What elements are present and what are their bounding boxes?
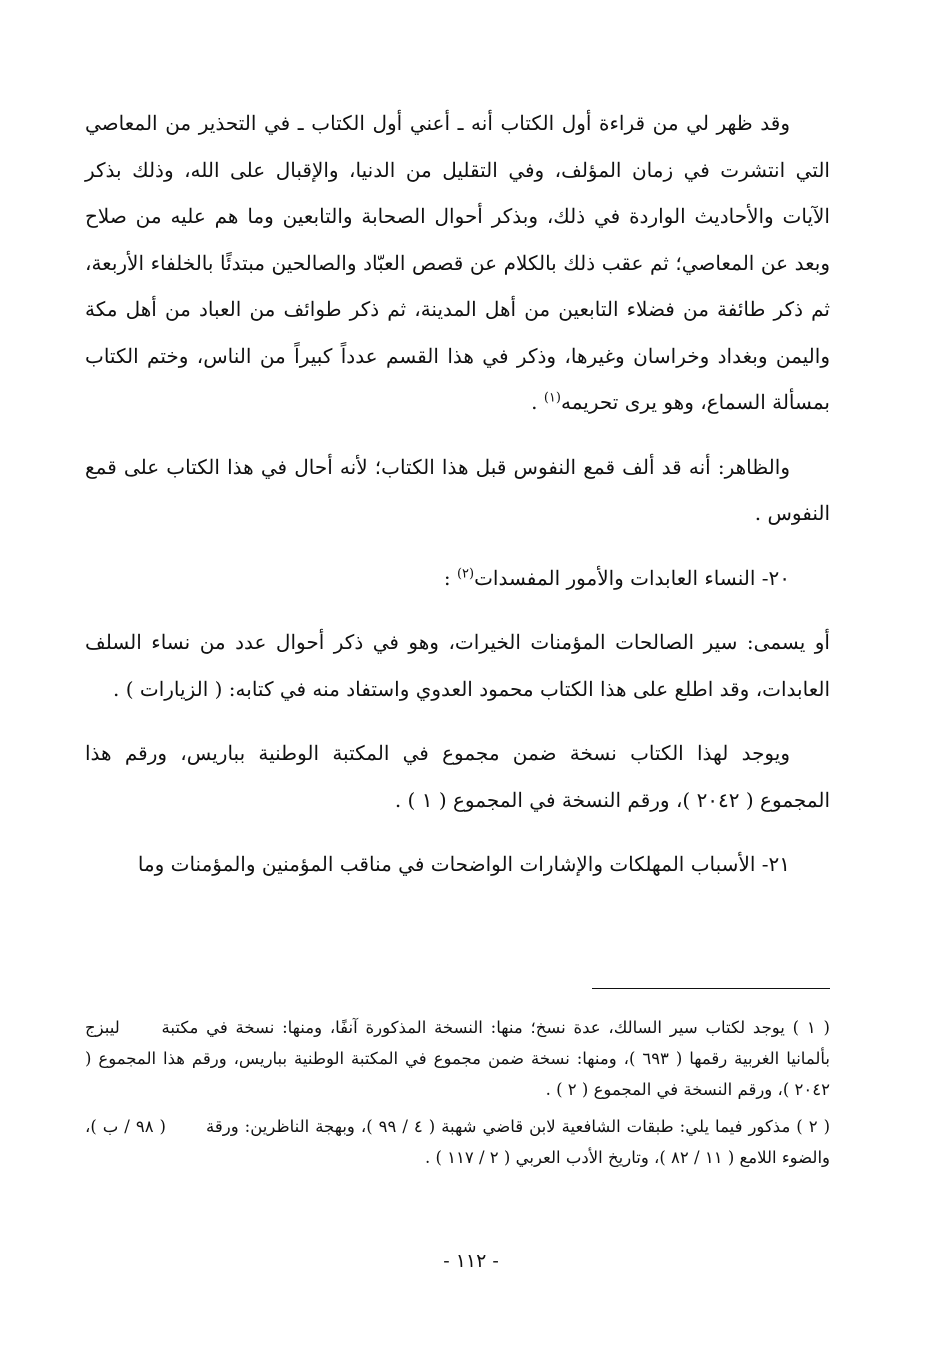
paragraph-manuscript xyxy=(85,730,830,823)
paragraph-alt-title xyxy=(85,619,830,712)
page-number: - ١١٢ - xyxy=(443,1250,499,1272)
footnote-ref-2[interactable]: (٢) xyxy=(456,565,475,581)
footnote-separator xyxy=(592,988,830,989)
footnote-continuation: ( ٩٨ / ب )، والضوء اللامع ( ١١ / ٨٢ )، وتاريخ الأدب العربي ( ٢ / ١١٧ ) . xyxy=(85,1117,830,1167)
section-heading-20 xyxy=(85,555,830,602)
paragraph-end: . xyxy=(531,390,544,414)
footnote-1 xyxy=(85,1012,830,1105)
paragraph-text: ويوجد لهذا الكتاب نسخة ضمن مجموع في المكتبة الوطنية بباريس، ورقم هذا المجموع ( ٢٠٤٢ )، ورقم النسخة في المجموع ( ١ ) . xyxy=(85,741,830,812)
heading-end: : xyxy=(443,565,457,590)
paragraph-text: والظاهر: أنه قد ألف قمع النفوس قبل هذا الكتاب؛ لأنه أحال في هذا الكتاب على قمع النفوس . xyxy=(85,454,830,525)
footnote-ref-1[interactable]: (١) xyxy=(543,390,561,406)
footnote-continuation: ليبزج بألمانيا الغربية رقمها ( ٦٩٣ )، ومنها: نسخة ضمن مجموع في المكتبة الوطنية بباريس، ورقم هذا المجموع ( ٢٠٤٢ )، ورقم النسخة في المجموع ( ٢ ) . xyxy=(85,1018,831,1099)
footnotes xyxy=(85,1012,830,1173)
footnote-2 xyxy=(85,1111,830,1173)
footnote-text: ( ٢ ) مذكور فيما يلي: طبقات الشافعية لابن قاضي شهبة ( ٤ / ٩٩ )، وبهجة الناظرين: ورقة xyxy=(206,1117,831,1136)
heading-text: ٢١- الأسباب المهلكات والإشارات الواضحات في مناقب المؤمنين والمؤمنات وما xyxy=(137,852,790,876)
paragraph-text: وقد ظهر لي من قراءة أول الكتاب أنه ـ أعني أول الكتاب ـ في التحذير من المعاصي التي انتشرت في زمان المؤلف، وفي التقليل من الدنيا، والإقبال على الله، وذلك بذكر الآيات والأحاديث الواردة في ذلك، وبذكر أحوال الصحابة والتابعين وما هم عليه من صلاح وبعد عن المعاصي؛ ثم عقب ذلك بالكلام عن قصص العبّاد والصالحين مبتدئًا بالخلفاء الأربعة، ثم ذكر طائفة من فضلاء التابعين من أهل المدينة، ثم ذكر طوائف من العباد من أهل مكة واليمن وبغداد وخراسان وغيرها، وذكر في هذا القسم عدداً كبيراً من الناس، وختم الكتاب بمسألة السماع، وهو يرى تحريمه xyxy=(85,111,830,414)
heading-text: ٢٠- النساء العابدات والأمور المفسدات xyxy=(474,565,790,590)
paragraph-book-description xyxy=(85,100,830,426)
section-heading-21 xyxy=(85,841,830,888)
paragraph-text: أو يسمى: سير الصالحات المؤمنات الخيرات، وهو في ذكر أحوال عدد من نساء السلف العابدات، وقد اطلع على هذا الكتاب محمود العدوي واستفاد منه في كتابه: ( الزيارات ) . xyxy=(85,630,830,701)
main-text xyxy=(85,100,830,888)
footnote-text: ( ١ ) يوجد لكتاب سير السالك، عدة نسخ؛ منها: النسخة المذكورة آنفًا، ومنها: نسخة في مكتبة xyxy=(161,1018,830,1037)
paragraph-observation xyxy=(85,444,830,537)
